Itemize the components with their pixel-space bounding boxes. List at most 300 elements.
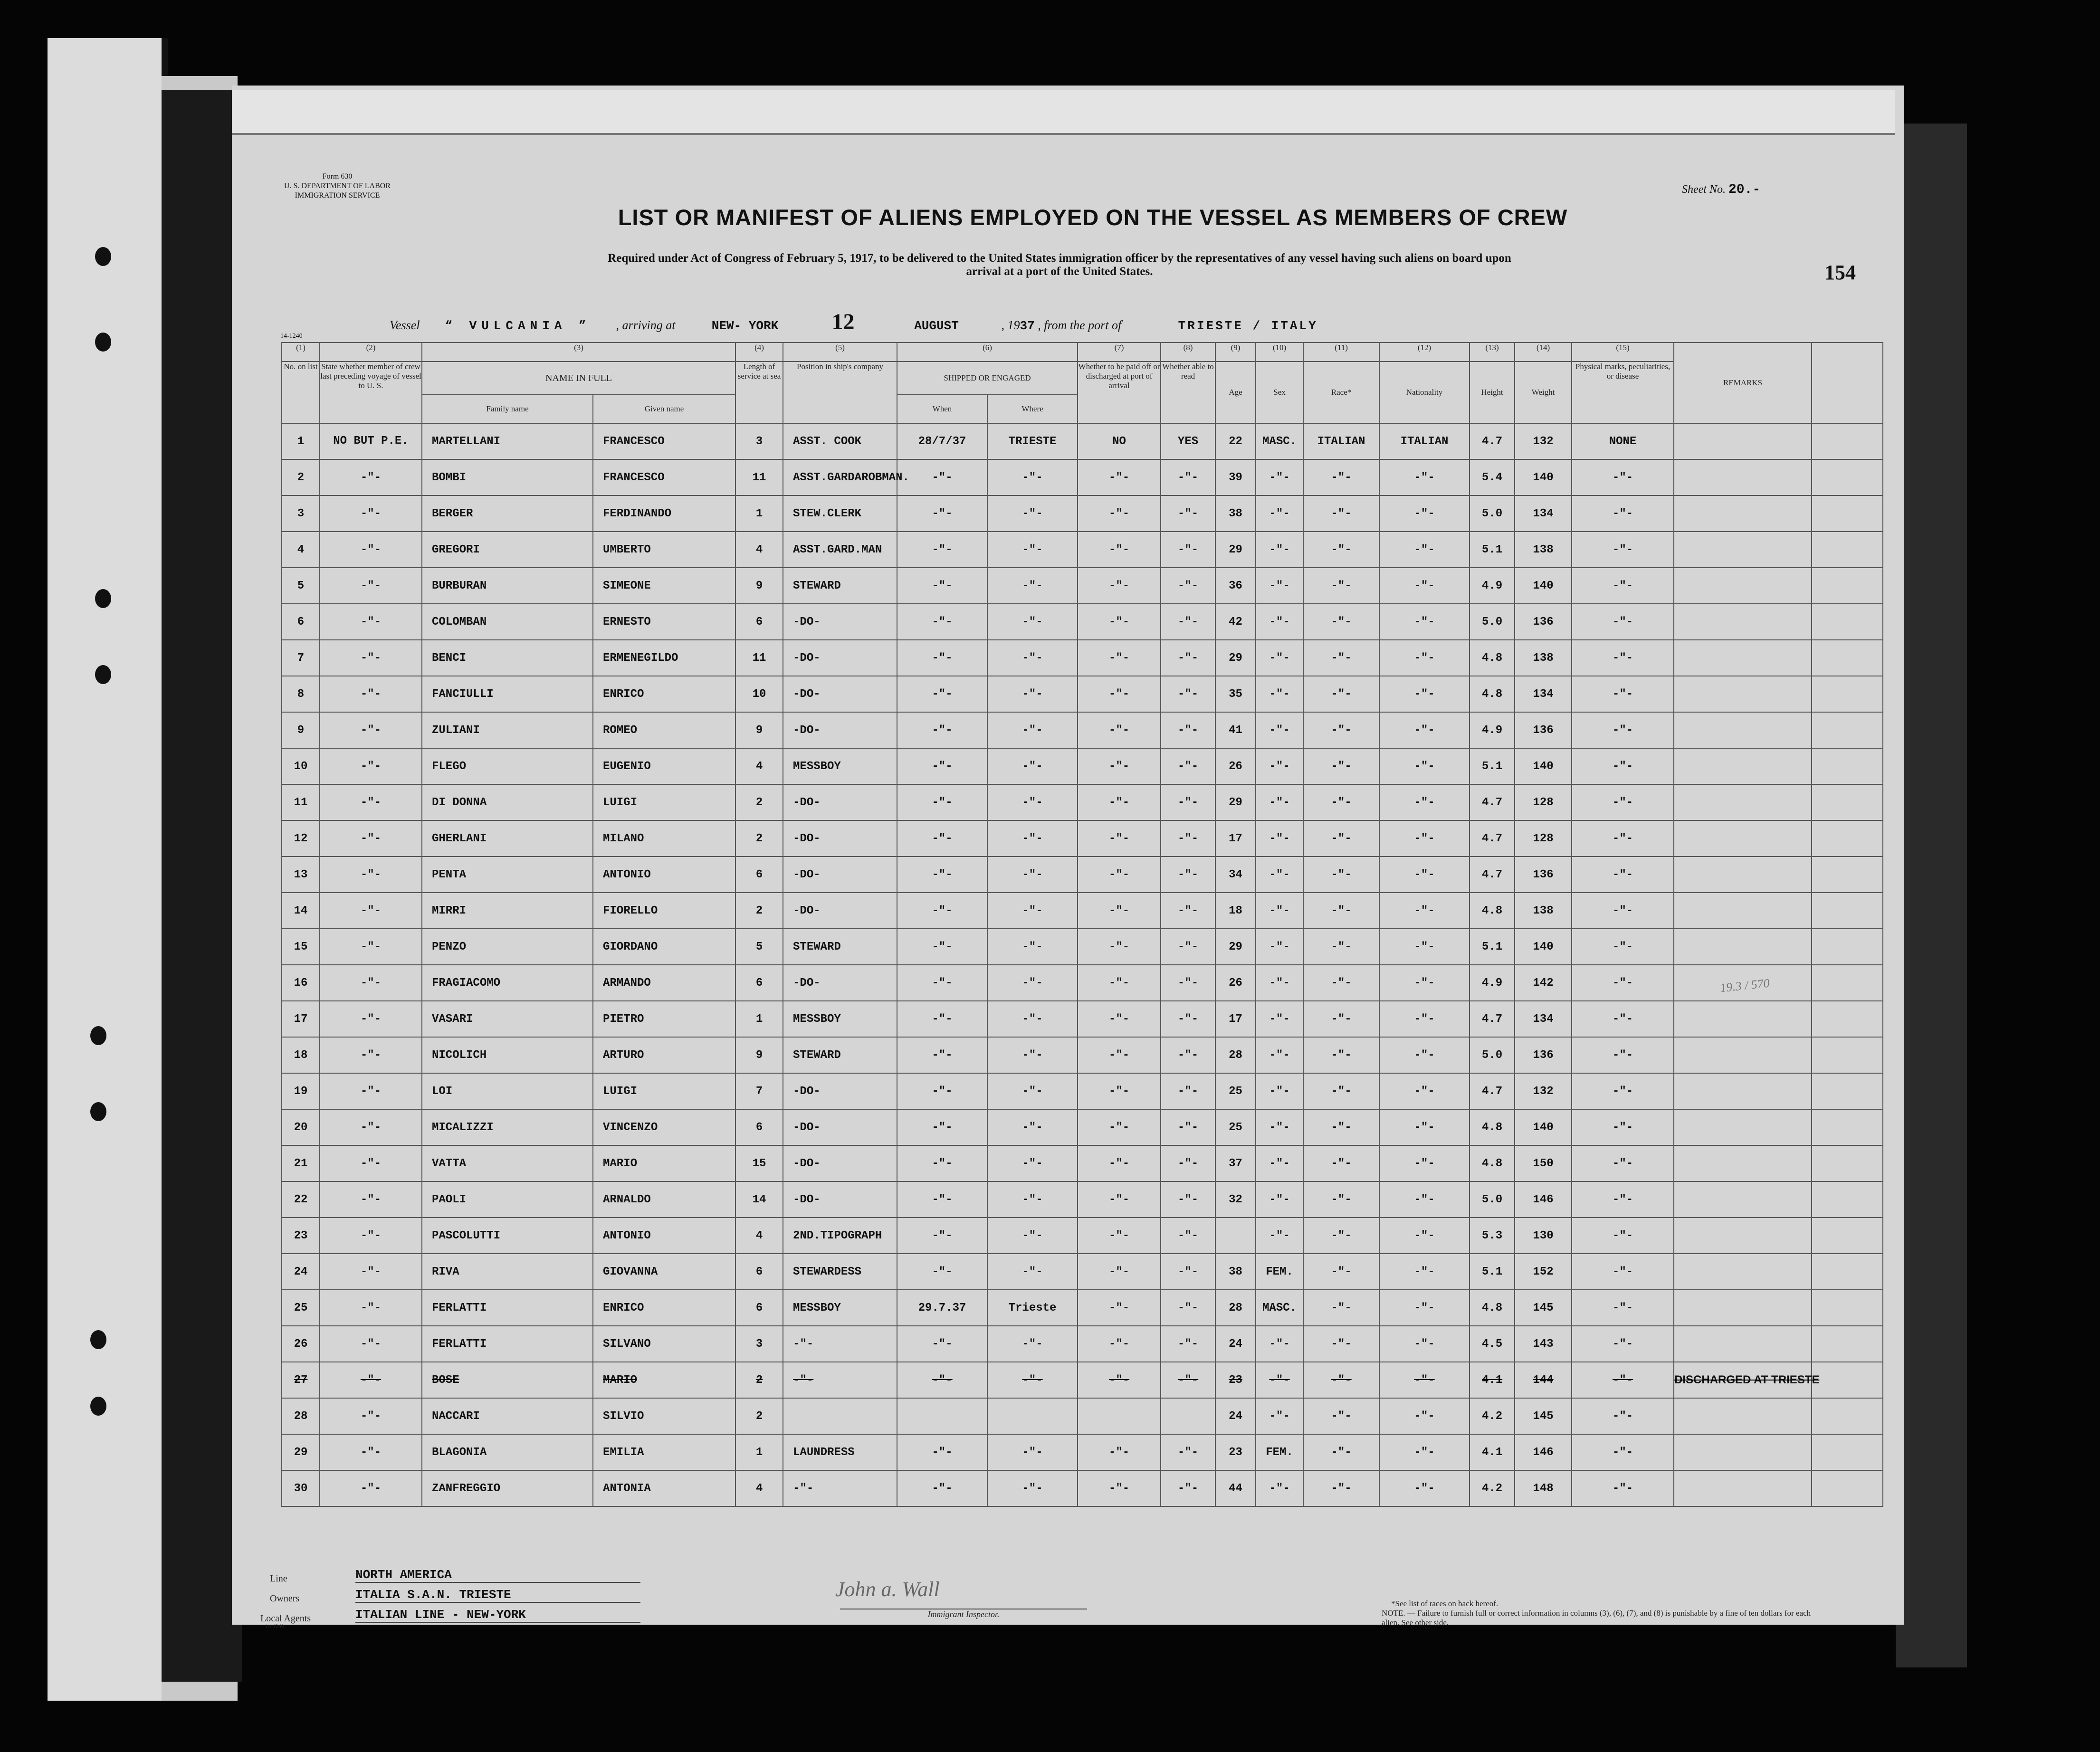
row-number-cell: 21 (282, 1145, 320, 1181)
table-row (282, 532, 1883, 568)
race-cell: -"- (1303, 676, 1379, 712)
table-row (282, 1037, 1883, 1073)
row-number-cell: 9 (282, 712, 320, 748)
height-cell: 4.9 (1470, 568, 1515, 604)
col-number: (1) (282, 343, 320, 362)
blank-cell (1812, 1470, 1883, 1506)
weight-cell: 130 (1515, 1218, 1572, 1254)
service-length-cell: 1 (735, 1001, 783, 1037)
weight-cell: 128 (1515, 820, 1572, 857)
table-row (282, 1434, 1883, 1470)
paid-off-cell: -"- (1078, 1362, 1161, 1398)
weight-cell: 132 (1515, 1073, 1572, 1109)
blank-cell (1812, 1398, 1883, 1434)
paid-off-cell: -"- (1078, 676, 1161, 712)
remarks-cell (1674, 604, 1812, 640)
nationality-cell: -"- (1379, 1145, 1470, 1181)
given-name-cell: VINCENZO (593, 1109, 735, 1145)
height-cell: 4.2 (1470, 1470, 1515, 1506)
prev-voyage-cell: -"- (320, 568, 422, 604)
paid-off-cell (1078, 1398, 1161, 1434)
row-number-cell: 22 (282, 1181, 320, 1218)
blank-cell (1812, 1254, 1883, 1290)
physical-marks-cell: -"- (1572, 748, 1674, 784)
prev-voyage-cell: -"- (320, 1290, 422, 1326)
race-cell: -"- (1303, 1398, 1379, 1434)
given-name-cell: LUIGI (593, 1073, 735, 1109)
given-name-cell: ENRICO (593, 676, 735, 712)
remarks-cell (1674, 1434, 1812, 1470)
service-length-cell: 11 (735, 640, 783, 676)
table-row (282, 495, 1883, 532)
shipped-where-cell: -"- (987, 1037, 1078, 1073)
year-suffix: 37 (1020, 319, 1035, 333)
given-name-cell: EMILIA (593, 1434, 735, 1470)
row-number-cell: 16 (282, 965, 320, 1001)
remarks-cell (1674, 532, 1812, 568)
shipped-when-cell: -"- (897, 1181, 987, 1218)
blank-cell (1812, 1326, 1883, 1362)
physical-marks-cell: NONE (1572, 423, 1674, 459)
table-row (282, 1109, 1883, 1145)
age-cell: 29 (1215, 532, 1256, 568)
row-number-cell: 25 (282, 1290, 320, 1326)
shipped-where-cell: -"- (987, 1434, 1078, 1470)
position-cell: -DO- (783, 604, 897, 640)
position-cell: ASST.GARD.MAN (783, 532, 897, 568)
prev-voyage-cell: -"- (320, 459, 422, 495)
row-number-cell: 19 (282, 1073, 320, 1109)
able-to-read-cell: -"- (1161, 640, 1215, 676)
paid-off-cell: -"- (1078, 748, 1161, 784)
height-cell: 5.0 (1470, 1181, 1515, 1218)
position-cell: -DO- (783, 820, 897, 857)
page-number: 154 (1824, 261, 1856, 284)
sex-cell: -"- (1256, 1001, 1303, 1037)
col-number: (5) (783, 343, 897, 362)
physical-marks-cell: -"- (1572, 965, 1674, 1001)
subtitle-line-2: arrival at a port of the United States. (966, 265, 1153, 278)
shipped-where-cell: -"- (987, 1362, 1078, 1398)
race-cell: -"- (1303, 1362, 1379, 1398)
table-row (282, 640, 1883, 676)
blank-cell (1812, 748, 1883, 784)
sex-cell: -"- (1256, 1073, 1303, 1109)
paid-off-cell: -"- (1078, 1001, 1161, 1037)
position-cell: LAUNDRESS (783, 1434, 897, 1470)
prev-voyage-cell: -"- (320, 820, 422, 857)
shipped-when-cell: -"- (897, 604, 987, 640)
shipped-where-cell: -"- (987, 459, 1078, 495)
position-cell: -DO- (783, 1073, 897, 1109)
height-cell: 4.9 (1470, 712, 1515, 748)
prev-voyage-cell: -"- (320, 1434, 422, 1470)
able-to-read-cell: -"- (1161, 1037, 1215, 1073)
height-cell: 4.5 (1470, 1326, 1515, 1362)
race-cell: -"- (1303, 568, 1379, 604)
col-number: (2) (320, 343, 422, 362)
given-name-cell: ANTONIO (593, 857, 735, 893)
service-length-cell: 6 (735, 857, 783, 893)
position-cell: -DO- (783, 712, 897, 748)
service-length-cell: 5 (735, 929, 783, 965)
given-name-cell: ARNALDO (593, 1181, 735, 1218)
blank-cell (1812, 640, 1883, 676)
sex-cell: -"- (1256, 1470, 1303, 1506)
sex-cell: MASC. (1256, 1290, 1303, 1326)
nationality-cell: -"- (1379, 784, 1470, 820)
service-length-cell: 7 (735, 1073, 783, 1109)
paid-off-cell: -"- (1078, 495, 1161, 532)
table-row (282, 712, 1883, 748)
service-length-cell: 3 (735, 1326, 783, 1362)
nationality-cell: -"- (1379, 495, 1470, 532)
subtitle (295, 252, 1824, 278)
race-cell: -"- (1303, 929, 1379, 965)
nationality-cell: -"- (1379, 929, 1470, 965)
binder-hole (95, 589, 111, 608)
physical-marks-cell: -"- (1572, 784, 1674, 820)
service-length-cell: 10 (735, 676, 783, 712)
remarks-cell (1674, 820, 1812, 857)
row-number-cell: 6 (282, 604, 320, 640)
able-to-read-cell: -"- (1161, 748, 1215, 784)
sex-cell: -"- (1256, 965, 1303, 1001)
shipped-where-cell: -"- (987, 712, 1078, 748)
table-row (282, 1254, 1883, 1290)
weight-cell: 142 (1515, 965, 1572, 1001)
family-name-cell: NACCARI (422, 1398, 593, 1434)
age-cell: 26 (1215, 965, 1256, 1001)
col-number: (12) (1379, 343, 1470, 362)
position-cell: 2ND.TIPOGRAPH (783, 1218, 897, 1254)
paid-off-cell: -"- (1078, 820, 1161, 857)
table-row (282, 1145, 1883, 1181)
table-row (282, 820, 1883, 857)
age-cell: 38 (1215, 1254, 1256, 1290)
race-cell: -"- (1303, 1218, 1379, 1254)
row-number-cell: 11 (282, 784, 320, 820)
table-body (282, 423, 1883, 1506)
remarks-cell (1674, 748, 1812, 784)
race-cell: -"- (1303, 532, 1379, 568)
physical-marks-cell: -"- (1572, 459, 1674, 495)
nationality-cell: -"- (1379, 1470, 1470, 1506)
family-name-cell: GREGORI (422, 532, 593, 568)
nationality-cell: -"- (1379, 1037, 1470, 1073)
row-number-cell: 13 (282, 857, 320, 893)
family-name-cell: PASCOLUTTI (422, 1218, 593, 1254)
family-name-cell: FRAGIACOMO (422, 965, 593, 1001)
manifest-footer (232, 1544, 1904, 1629)
given-name-cell: FIORELLO (593, 893, 735, 929)
row-number-cell: 23 (282, 1218, 320, 1254)
table-row (282, 1290, 1883, 1326)
weight-cell: 138 (1515, 532, 1572, 568)
given-name-cell: ERNESTO (593, 604, 735, 640)
shipped-when-cell: -"- (897, 1109, 987, 1145)
age-cell: 44 (1215, 1470, 1256, 1506)
table-row (282, 604, 1883, 640)
given-name-cell: SILVIO (593, 1398, 735, 1434)
remarks-cell (1674, 1037, 1812, 1073)
blank-cell (1812, 1362, 1883, 1398)
shipped-when-cell: -"- (897, 1218, 987, 1254)
col-number: (14) (1515, 343, 1572, 362)
col-number: (15) (1572, 343, 1674, 362)
shipped-where-cell: -"- (987, 1001, 1078, 1037)
race-cell: -"- (1303, 965, 1379, 1001)
crew-manifest-table (281, 342, 1883, 1507)
from-port: TRIESTE / ITALY (1178, 319, 1318, 333)
col-name-in-full: NAME IN FULL (422, 362, 735, 395)
nationality-cell: -"- (1379, 965, 1470, 1001)
position-cell: -DO- (783, 1145, 897, 1181)
prev-voyage-cell: -"- (320, 748, 422, 784)
sex-cell: -"- (1256, 748, 1303, 784)
col-no-on-list: No. on list (282, 362, 320, 423)
given-name-cell: ERMENEGILDO (593, 640, 735, 676)
binder-hole (90, 1026, 106, 1045)
margin-pencil-note: 19.3 / 570 (1719, 976, 1770, 995)
arrival-month: AUGUST (914, 319, 959, 333)
sex-cell: -"- (1256, 568, 1303, 604)
given-name-cell: MILANO (593, 820, 735, 857)
given-name-cell: ANTONIO (593, 1218, 735, 1254)
able-to-read-cell: -"- (1161, 1470, 1215, 1506)
blank-cell (1812, 532, 1883, 568)
physical-marks-cell: -"- (1572, 532, 1674, 568)
sex-cell: -"- (1256, 1037, 1303, 1073)
shipped-when-cell: -"- (897, 748, 987, 784)
col-where: Where (987, 395, 1078, 423)
sex-cell: -"- (1256, 893, 1303, 929)
blank-cell (1812, 1290, 1883, 1326)
age-cell: 36 (1215, 568, 1256, 604)
family-name-cell: FERLATTI (422, 1290, 593, 1326)
row-number-cell: 26 (282, 1326, 320, 1362)
service-length-cell: 9 (735, 712, 783, 748)
blank-cell (1812, 1109, 1883, 1145)
service-length-cell: 2 (735, 1398, 783, 1434)
age-cell: 26 (1215, 748, 1256, 784)
position-cell: -DO- (783, 1109, 897, 1145)
row-number-cell: 1 (282, 423, 320, 459)
age-cell: 25 (1215, 1109, 1256, 1145)
remarks-cell (1674, 495, 1812, 532)
height-cell: 5.4 (1470, 459, 1515, 495)
position-cell: -DO- (783, 965, 897, 1001)
col-number: (4) (735, 343, 783, 362)
table-row (282, 784, 1883, 820)
shipped-where-cell: -"- (987, 784, 1078, 820)
height-cell: 5.1 (1470, 929, 1515, 965)
able-to-read-cell: -"- (1161, 929, 1215, 965)
given-name-cell: MARIO (593, 1362, 735, 1398)
shipped-where-cell: -"- (987, 1470, 1078, 1506)
prev-voyage-cell: -"- (320, 1037, 422, 1073)
service-length-cell: 4 (735, 1470, 783, 1506)
blank-cell (1812, 423, 1883, 459)
shipped-where-cell: -"- (987, 1326, 1078, 1362)
race-cell: -"- (1303, 712, 1379, 748)
family-name-cell: GHERLANI (422, 820, 593, 857)
remarks-cell (1674, 893, 1812, 929)
position-cell: STEWARD (783, 568, 897, 604)
shipped-where-cell: -"- (987, 820, 1078, 857)
given-name-cell: UMBERTO (593, 532, 735, 568)
blank-cell (1812, 712, 1883, 748)
prev-voyage-cell: -"- (320, 495, 422, 532)
physical-marks-cell: -"- (1572, 604, 1674, 640)
height-cell: 5.1 (1470, 748, 1515, 784)
position-cell: MESSBOY (783, 748, 897, 784)
binder-hole (90, 1102, 106, 1121)
col-nationality: Nationality (1379, 362, 1470, 423)
blank-cell (1812, 1145, 1883, 1181)
blank-cell (1812, 1037, 1883, 1073)
col-height: Height (1470, 362, 1515, 423)
race-cell: -"- (1303, 1254, 1379, 1290)
height-cell: 4.2 (1470, 1398, 1515, 1434)
nationality-cell: -"- (1379, 1001, 1470, 1037)
given-name-cell: FRANCESCO (593, 459, 735, 495)
height-cell: 4.7 (1470, 1001, 1515, 1037)
physical-marks-cell: -"- (1572, 1181, 1674, 1218)
shipped-where-cell: -"- (987, 857, 1078, 893)
shipped-when-cell: -"- (897, 712, 987, 748)
physical-marks-cell: -"- (1572, 820, 1674, 857)
year-prefix: , 19 (1001, 318, 1020, 332)
form-code: 14-1240 (280, 333, 303, 340)
height-cell: 4.9 (1470, 965, 1515, 1001)
position-cell: STEWARDESS (783, 1254, 897, 1290)
blank-cell (1812, 820, 1883, 857)
table-row (282, 965, 1883, 1001)
height-cell: 5.0 (1470, 1037, 1515, 1073)
height-cell: 4.7 (1470, 820, 1515, 857)
blank-cell (1812, 1181, 1883, 1218)
blank-cell (1812, 676, 1883, 712)
prev-voyage-cell: -"- (320, 1001, 422, 1037)
position-cell: -DO- (783, 857, 897, 893)
col-sex: Sex (1256, 362, 1303, 423)
row-number-cell: 14 (282, 893, 320, 929)
physical-marks-cell: -"- (1572, 495, 1674, 532)
prev-voyage-cell: -"- (320, 604, 422, 640)
sheet-value: 20.- (1728, 182, 1761, 197)
weight-cell: 128 (1515, 784, 1572, 820)
remarks-cell (1674, 568, 1812, 604)
height-cell: 4.1 (1470, 1362, 1515, 1398)
table-row (282, 1398, 1883, 1434)
weight-cell: 146 (1515, 1434, 1572, 1470)
inspector-label: Immigrant Inspector. (840, 1609, 1087, 1619)
weight-cell: 152 (1515, 1254, 1572, 1290)
prev-voyage-cell: -"- (320, 929, 422, 965)
remarks-cell (1674, 712, 1812, 748)
row-number-cell: 12 (282, 820, 320, 857)
sex-cell: -"- (1256, 1218, 1303, 1254)
remarks-cell: DISCHARGED AT TRIESTE (1674, 1362, 1812, 1398)
binder-hole (95, 333, 111, 352)
table-row (282, 1073, 1883, 1109)
shipped-when-cell: -"- (897, 1326, 987, 1362)
shipped-where-cell: -"- (987, 640, 1078, 676)
able-to-read-cell: -"- (1161, 1181, 1215, 1218)
given-name-cell: FRANCESCO (593, 423, 735, 459)
shipped-where-cell: -"- (987, 532, 1078, 568)
age-cell: 41 (1215, 712, 1256, 748)
row-number-cell: 10 (282, 748, 320, 784)
blank-cell (1812, 929, 1883, 965)
shipped-when-cell: -"- (897, 1037, 987, 1073)
remarks-cell (1674, 1326, 1812, 1362)
sex-cell: -"- (1256, 820, 1303, 857)
shipped-when-cell: -"- (897, 857, 987, 893)
row-number-cell: 29 (282, 1434, 320, 1470)
shipped-where-cell: -"- (987, 1181, 1078, 1218)
age-cell: 29 (1215, 784, 1256, 820)
blank-cell (1812, 1434, 1883, 1470)
able-to-read-cell: -"- (1161, 1145, 1215, 1181)
given-name-cell: EUGENIO (593, 748, 735, 784)
prev-voyage-cell: -"- (320, 1398, 422, 1434)
service: IMMIGRATION SERVICE (295, 191, 380, 200)
family-name-cell: PENZO (422, 929, 593, 965)
paid-off-cell: -"- (1078, 1181, 1161, 1218)
position-cell: STEWARD (783, 1037, 897, 1073)
nationality-cell: -"- (1379, 604, 1470, 640)
shipped-when-cell: 29.7.37 (897, 1290, 987, 1326)
family-name-cell: BERGER (422, 495, 593, 532)
sex-cell: -"- (1256, 640, 1303, 676)
position-cell: -"- (783, 1362, 897, 1398)
height-cell: 5.3 (1470, 1218, 1515, 1254)
able-to-read-cell: -"- (1161, 495, 1215, 532)
remarks-cell (1674, 1254, 1812, 1290)
nationality-cell: -"- (1379, 1109, 1470, 1145)
physical-marks-cell: -"- (1572, 1254, 1674, 1290)
prev-voyage-cell: -"- (320, 712, 422, 748)
race-cell: -"- (1303, 784, 1379, 820)
blank-cell (1812, 1073, 1883, 1109)
race-cell: ITALIAN (1303, 423, 1379, 459)
nationality-cell: -"- (1379, 1362, 1470, 1398)
weight-cell: 136 (1515, 712, 1572, 748)
physical-marks-cell: -"- (1572, 1470, 1674, 1506)
family-name-cell: BOSE (422, 1362, 593, 1398)
shipped-when-cell: -"- (897, 640, 987, 676)
vessel-line (390, 309, 1701, 334)
able-to-read-cell (1161, 1398, 1215, 1434)
service-length-cell: 2 (735, 820, 783, 857)
nationality-cell: -"- (1379, 1218, 1470, 1254)
family-name-cell: DI DONNA (422, 784, 593, 820)
physical-marks-cell: -"- (1572, 1398, 1674, 1434)
vessel-name: “ VULCANIA ” (445, 319, 591, 333)
blank-cell (1812, 1218, 1883, 1254)
remarks-cell (1674, 1001, 1812, 1037)
sex-cell: -"- (1256, 459, 1303, 495)
sex-cell: -"- (1256, 1145, 1303, 1181)
family-name-cell: FERLATTI (422, 1326, 593, 1362)
col-age: Age (1215, 362, 1256, 423)
race-cell: -"- (1303, 1001, 1379, 1037)
shipped-when-cell: -"- (897, 1470, 987, 1506)
service-length-cell: 6 (735, 965, 783, 1001)
shipped-where-cell: -"- (987, 929, 1078, 965)
